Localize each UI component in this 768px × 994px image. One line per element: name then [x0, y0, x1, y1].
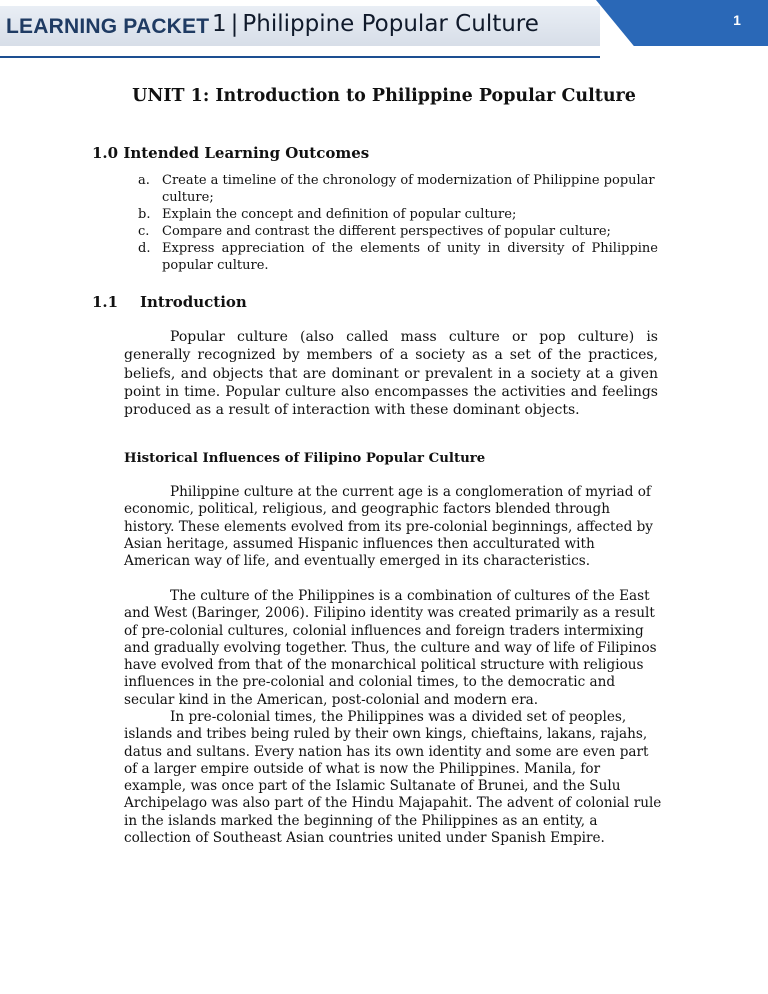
- historical-heading: Historical Influences of Filipino Popular Culture: [124, 451, 486, 466]
- body-paragraph: The culture of the Philippines is a combination of cultures of the East and West (Baringer, 2006). Filipino identity was created primarily as a result of pre-colonial cultures, colonial influences and foreign traders intermixing and gradually evolving together. Thus, the culture and way of life of Filipinos have evolved from that of the monarchical political structure with religious influences in the pre-colonial and colonial times, to the democratic and secular kind in the American, post-colonial and modern era.: [124, 588, 657, 708]
- body-paragraph: In pre-colonial times, the Philippines was a divided set of peoples, islands and tribes being ruled by their own kings, chieftains, lakans, rajahs, datus and sultans. Every nation has its own identity and some are even part of a larger empire outside of what is now the Philippines. Manila, for example, was once part of the Islamic Sultanate of Brunei, and the Sulu Archipelago was also part of the Hindu Majapahit. The advent of colonial rule in the islands marked the beginning of the Philippines as an entity, a collection of Southeast Asian countries united under Spanish Empire.: [124, 709, 662, 847]
- body-paragraph: Philippine culture at the current age is a conglomeration of myriad of economic, political, religious, and geographic factors blended through history. These elements evolved from its pre-colonial beginnings, affected by Asian heritage, assumed Hispanic influences then acculturated with American way of life, and eventually emerged in its characteristics.: [124, 484, 653, 570]
- outcomes-heading: 1.0 Intended Learning Outcomes: [92, 144, 370, 162]
- brand-label: LEARNING PACKET: [6, 15, 210, 38]
- outcome-marker: d.: [138, 241, 151, 256]
- page-number: 1: [733, 12, 741, 28]
- outcome-text: Create a timeline of the chronology of modernization of Philippine popular culture;: [162, 173, 655, 205]
- course-title: [212, 11, 539, 37]
- outcome-marker: c.: [138, 224, 150, 239]
- outcomes-list: [138, 172, 658, 274]
- title-separator: |: [230, 11, 239, 37]
- section-number: 1.1: [92, 293, 119, 311]
- outcome-text: Express appreciation of the elements of unity in diversity of Philippine popular culture.: [162, 241, 658, 273]
- unit-title: UNIT 1: Introduction to Philippine Popular Culture: [132, 86, 636, 106]
- header-rule: [0, 56, 600, 58]
- outcome-item: [138, 240, 658, 274]
- outcome-item: [138, 206, 658, 223]
- chapter-number: 1: [212, 11, 227, 37]
- outcome-marker: a.: [138, 173, 150, 188]
- outcome-text: Compare and contrast the different perspectives of popular culture;: [162, 224, 611, 239]
- outcome-marker: b.: [138, 207, 151, 222]
- section-title: Introduction: [140, 293, 247, 311]
- introduction-paragraph: Popular culture (also called mass culture or pop culture) is generally recognized by members of a society as a set of the practices, beliefs, and objects that are dominant or prevalent in a society at a given point in time. Popular culture also encompasses the activities and feelings produced as a result of interaction with these dominant objects.: [124, 329, 658, 419]
- page-header: [0, 0, 768, 52]
- outcome-text: Explain the concept and definition of popular culture;: [162, 207, 517, 222]
- outcome-item: [138, 223, 658, 240]
- course-name: Philippine Popular Culture: [242, 11, 539, 37]
- outcome-item: [138, 172, 658, 206]
